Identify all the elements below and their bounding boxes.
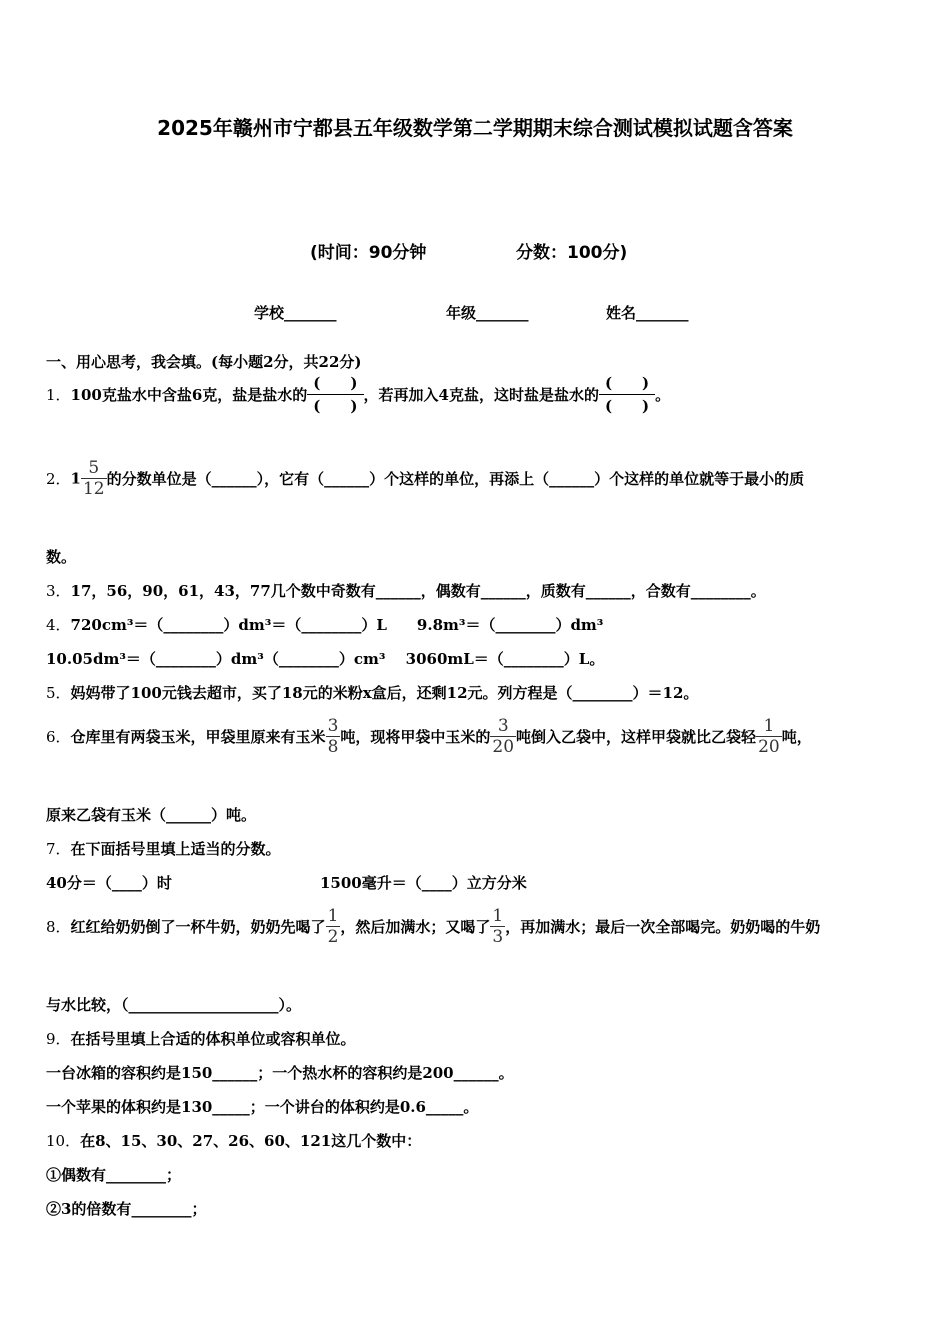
q10-text: 在8、15、30、27、26、60、121这几个数中： xyxy=(80,1132,422,1150)
q8-text-a: 红红给奶奶倒了一杯牛奶，奶奶先喝了 xyxy=(70,918,326,936)
q1-blank-fraction-1: ( ) ( ) xyxy=(307,372,363,417)
q7-right: 1500毫升＝（____）立方分米 xyxy=(320,874,527,892)
question-5 xyxy=(46,682,698,703)
q8-number: 8． xyxy=(46,918,71,936)
q6-continuation: 原来乙袋有玉米（______）吨。 xyxy=(46,806,257,824)
question-6 xyxy=(46,716,812,757)
q3-number: 3． xyxy=(46,582,71,600)
q8-fraction-2: $\frac{1}{3}$ xyxy=(492,906,504,947)
question-1 xyxy=(46,372,670,417)
q2-number: 2． xyxy=(46,470,71,488)
q9-text: 在括号里填上合适的体积单位或容积单位。 xyxy=(70,1030,356,1048)
grade-field: 年级_______ xyxy=(446,304,529,322)
q10-number: 10． xyxy=(46,1132,81,1150)
question-4 xyxy=(46,614,603,635)
question-7 xyxy=(46,838,281,859)
q2-text: 的分数单位是（______），它有（______）个这样的单位，再添上（______）个这样的单位就等于最小的质 xyxy=(106,470,805,488)
q6-number: 6． xyxy=(46,728,71,746)
q5-text: 妈妈带了100元钱去超市，买了18元的米粉x盒后，还剩12元。列方程是（________）＝12。 xyxy=(70,684,699,702)
time-label: (时间：90分钟 xyxy=(310,243,427,263)
q10-item-2: ②3的倍数有________； xyxy=(46,1200,207,1218)
q8-text-b: ，然后加满水；又喝了 xyxy=(340,918,491,936)
q1-text-a: 100克盐水中含盐6克，盐是盐水的 xyxy=(70,386,308,404)
q6-text-a: 仓库里有两袋玉米，甲袋里原来有玉米 xyxy=(70,728,326,746)
section-heading: 一、用心思考，我会填。(每小题2分，共22分) xyxy=(46,353,362,371)
q4-line-2: 10.05dm³＝（________）dm³（________）cm³ 3060mL＝（________）L。 xyxy=(46,650,605,668)
question-10 xyxy=(46,1130,421,1151)
question-2 xyxy=(46,458,804,499)
q7-number: 7． xyxy=(46,840,71,858)
q2-fraction: $\frac{5}{12}$ xyxy=(82,458,105,499)
q2-lead: 1 xyxy=(70,469,81,488)
q9-number: 9． xyxy=(46,1030,71,1048)
question-8 xyxy=(46,906,820,947)
score-label: 分数：100分) xyxy=(516,243,628,263)
q6-text-d: 吨， xyxy=(781,728,812,746)
q7-text: 在下面括号里填上适当的分数。 xyxy=(70,840,281,858)
question-3 xyxy=(46,580,766,601)
q6-fraction-2: $\frac{3}{20}$ xyxy=(492,716,515,757)
name-field: 姓名_______ xyxy=(606,304,689,322)
school-field: 学校_______ xyxy=(254,304,337,322)
q1-text-b: ，若再加入4克盐，这时盐是盐水的 xyxy=(363,386,599,404)
q1-blank-fraction-2: ( ) ( ) xyxy=(599,372,655,417)
q10-item-1: ①偶数有________； xyxy=(46,1166,182,1184)
q6-fraction-3: $\frac{1}{20}$ xyxy=(758,716,780,757)
q4-number: 4． xyxy=(46,616,71,634)
q3-text: 17，56，90，61，43，77几个数中奇数有______，偶数有______，质数有______，合数有________。 xyxy=(70,582,766,600)
q1-number: 1． xyxy=(46,386,71,404)
q2-continuation: 数。 xyxy=(46,548,77,566)
page-title: 2025年赣州市宁都县五年级数学第二学期期末综合测试模拟试题含答案 xyxy=(157,116,793,140)
q6-text-b: 吨，现将甲袋中玉米的 xyxy=(340,728,491,746)
question-9 xyxy=(46,1028,356,1049)
q6-fraction-1: $\frac{3}{8}$ xyxy=(327,716,339,757)
q9-line-1: 一台冰箱的容积约是150______；一个热水杯的容积约是200______。 xyxy=(46,1064,514,1082)
q4-line-1: 720cm³＝（________）dm³＝（________）L 9.8m³＝（________）dm³ xyxy=(70,616,604,634)
q1-text-c: 。 xyxy=(655,386,671,404)
q7-left: 40分＝（____）时 xyxy=(46,874,172,892)
q6-text-c: 吨倒入乙袋中，这样甲袋就比乙袋轻 xyxy=(516,728,757,746)
q5-number: 5． xyxy=(46,684,71,702)
q9-line-2: 一个苹果的体积约是130_____；一个讲台的体积约是0.6_____。 xyxy=(46,1098,479,1116)
q8-continuation: 与水比较，（____________________）。 xyxy=(46,996,302,1014)
q8-text-c: ，再加满水；最后一次全部喝完。奶奶喝的牛奶 xyxy=(505,918,821,936)
q8-fraction-1: $\frac{1}{2}$ xyxy=(327,906,339,947)
